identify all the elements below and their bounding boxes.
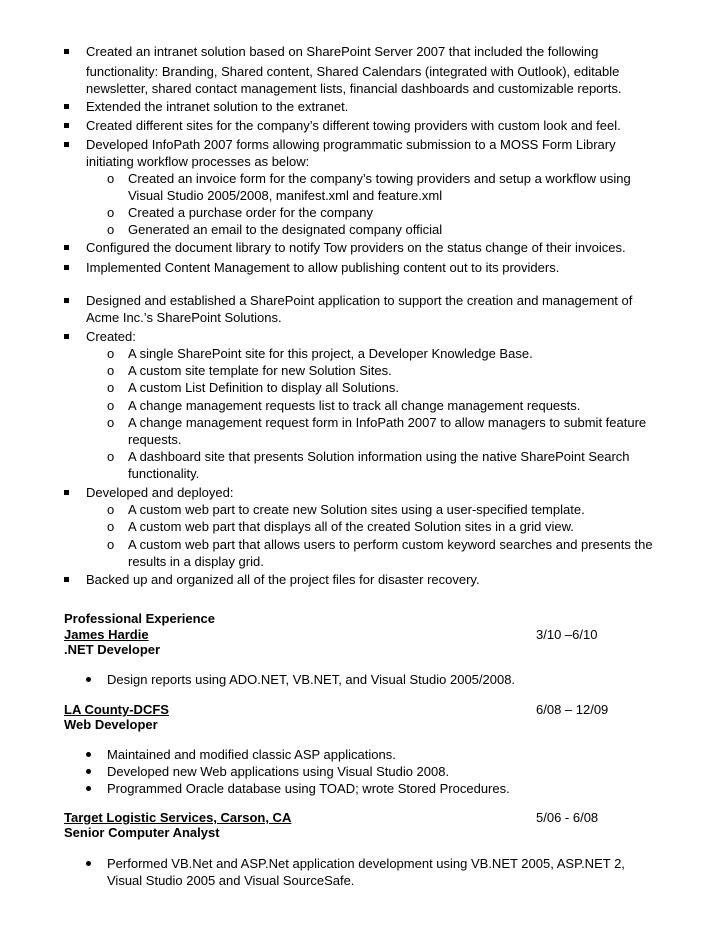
sub-bullet-line: results in a display grid. xyxy=(128,554,264,569)
bullet-line: functionality: Branding, Shared content, Shared Calendars (integrated with Outlook), editable xyxy=(86,64,620,79)
bullet-line: Developed and deployed: xyxy=(86,485,234,500)
job-dates: 5/06 - 6/08 xyxy=(536,810,599,825)
job-bullet-line: Design reports using ADO.NET, VB.NET, and Visual Studio 2005/2008. xyxy=(107,672,516,687)
bullet-line: Designed and established a SharePoint application to support the creation and management of xyxy=(86,293,633,308)
round-bullet-icon xyxy=(86,752,91,757)
sub-bullet-line: A change management requests list to track all change management requests. xyxy=(128,398,581,413)
sub-bullet-line: A single SharePoint site for this project, a Developer Knowledge Base. xyxy=(128,346,533,361)
job-dates: 6/08 – 12/09 xyxy=(536,702,609,717)
job-bullet-line: Visual Studio 2005 and Visual SourceSafe. xyxy=(107,873,355,888)
bullet-line: Created: xyxy=(86,329,136,344)
square-bullet-icon xyxy=(64,104,69,109)
job-company: James Hardie xyxy=(64,627,149,642)
bullet-line: Created an intranet solution based on SharePoint Server 2007 that included the following xyxy=(86,44,599,59)
job-bullet-line: Programmed Oracle database using TOAD; wrote Stored Procedures. xyxy=(107,781,510,796)
job-title: Senior Computer Analyst xyxy=(64,825,220,840)
square-bullet-icon xyxy=(64,577,69,582)
sub-bullet-line: Created a purchase order for the company xyxy=(128,205,373,220)
circle-bullet-icon: o xyxy=(107,363,115,378)
job-company: Target Logistic Services, Carson, CA xyxy=(64,810,292,825)
section-heading: Professional Experience xyxy=(64,611,216,626)
sub-bullet-line: A custom web part that allows users to perform custom keyword searches and presents the xyxy=(128,537,653,552)
square-bullet-icon xyxy=(64,265,69,270)
bullet-line: Configured the document library to notify Tow providers on the status change of their invoices. xyxy=(86,240,626,255)
sub-bullet-line: functionality. xyxy=(128,466,200,481)
square-bullet-icon xyxy=(64,245,69,250)
bullet-line: Acme Inc.’s SharePoint Solutions. xyxy=(86,310,282,325)
job-bullet-line: Performed VB.Net and ASP.Net application development using VB.NET 2005, ASP.NET 2, xyxy=(107,856,625,871)
circle-bullet-icon: o xyxy=(107,171,115,186)
sub-bullet-line: A dashboard site that presents Solution information using the native SharePoint Search xyxy=(128,449,630,464)
square-bullet-icon xyxy=(64,49,69,54)
bullet-line: Developed InfoPath 2007 forms allowing programmatic submission to a MOSS Form Library xyxy=(86,137,616,152)
sub-bullet-line: A custom List Definition to display all Solutions. xyxy=(128,380,399,395)
circle-bullet-icon: o xyxy=(107,398,115,413)
square-bullet-icon xyxy=(64,123,69,128)
circle-bullet-icon: o xyxy=(107,519,115,534)
circle-bullet-icon: o xyxy=(107,502,115,517)
circle-bullet-icon: o xyxy=(107,537,115,552)
bullet-line: initiating workflow processes as below: xyxy=(86,154,310,169)
circle-bullet-icon: o xyxy=(107,415,115,430)
job-bullet-line: Developed new Web applications using Visual Studio 2008. xyxy=(107,764,450,779)
sub-bullet-line: Created an invoice form for the company’s towing providers and setup a workflow using xyxy=(128,171,631,186)
sub-bullet-line: A change management request form in InfoPath 2007 to allow managers to submit feature xyxy=(128,415,647,430)
circle-bullet-icon: o xyxy=(107,205,115,220)
circle-bullet-icon: o xyxy=(107,380,115,395)
job-title: .NET Developer xyxy=(64,642,161,657)
bullet-line: Created different sites for the company’s different towing providers with custom look and feel. xyxy=(86,118,621,133)
job-bullet-line: Maintained and modified classic ASP applications. xyxy=(107,747,396,762)
job-dates: 3/10 –6/10 xyxy=(536,627,598,642)
round-bullet-icon xyxy=(86,861,91,866)
square-bullet-icon xyxy=(64,490,69,495)
sub-bullet-line: requests. xyxy=(128,432,182,447)
square-bullet-icon xyxy=(64,334,69,339)
sub-bullet-line: Visual Studio 2005/2008, manifest.xml and feature.xml xyxy=(128,188,443,203)
circle-bullet-icon: o xyxy=(107,449,115,464)
bullet-line: Backed up and organized all of the project files for disaster recovery. xyxy=(86,572,480,587)
circle-bullet-icon: o xyxy=(107,222,115,237)
sub-bullet-line: A custom web part to create new Solution sites using a user-specified template. xyxy=(128,502,585,517)
round-bullet-icon xyxy=(86,786,91,791)
sub-bullet-line: A custom site template for new Solution Sites. xyxy=(128,363,392,378)
square-bullet-icon xyxy=(64,298,69,303)
circle-bullet-icon: o xyxy=(107,346,115,361)
bullet-line: Implemented Content Management to allow publishing content out to its providers. xyxy=(86,260,560,275)
bullet-line: newsletter, shared contact management lists, financial dashboards and customizable reports. xyxy=(86,81,622,96)
job-company: LA County-DCFS xyxy=(64,702,169,717)
bullet-line: Extended the intranet solution to the extranet. xyxy=(86,99,349,114)
job-title: Web Developer xyxy=(64,717,158,732)
sub-bullet-line: A custom web part that displays all of the created Solution sites in a grid view. xyxy=(128,519,574,534)
square-bullet-icon xyxy=(64,142,69,147)
round-bullet-icon xyxy=(86,677,91,682)
sub-bullet-line: Generated an email to the designated company official xyxy=(128,222,443,237)
round-bullet-icon xyxy=(86,769,91,774)
